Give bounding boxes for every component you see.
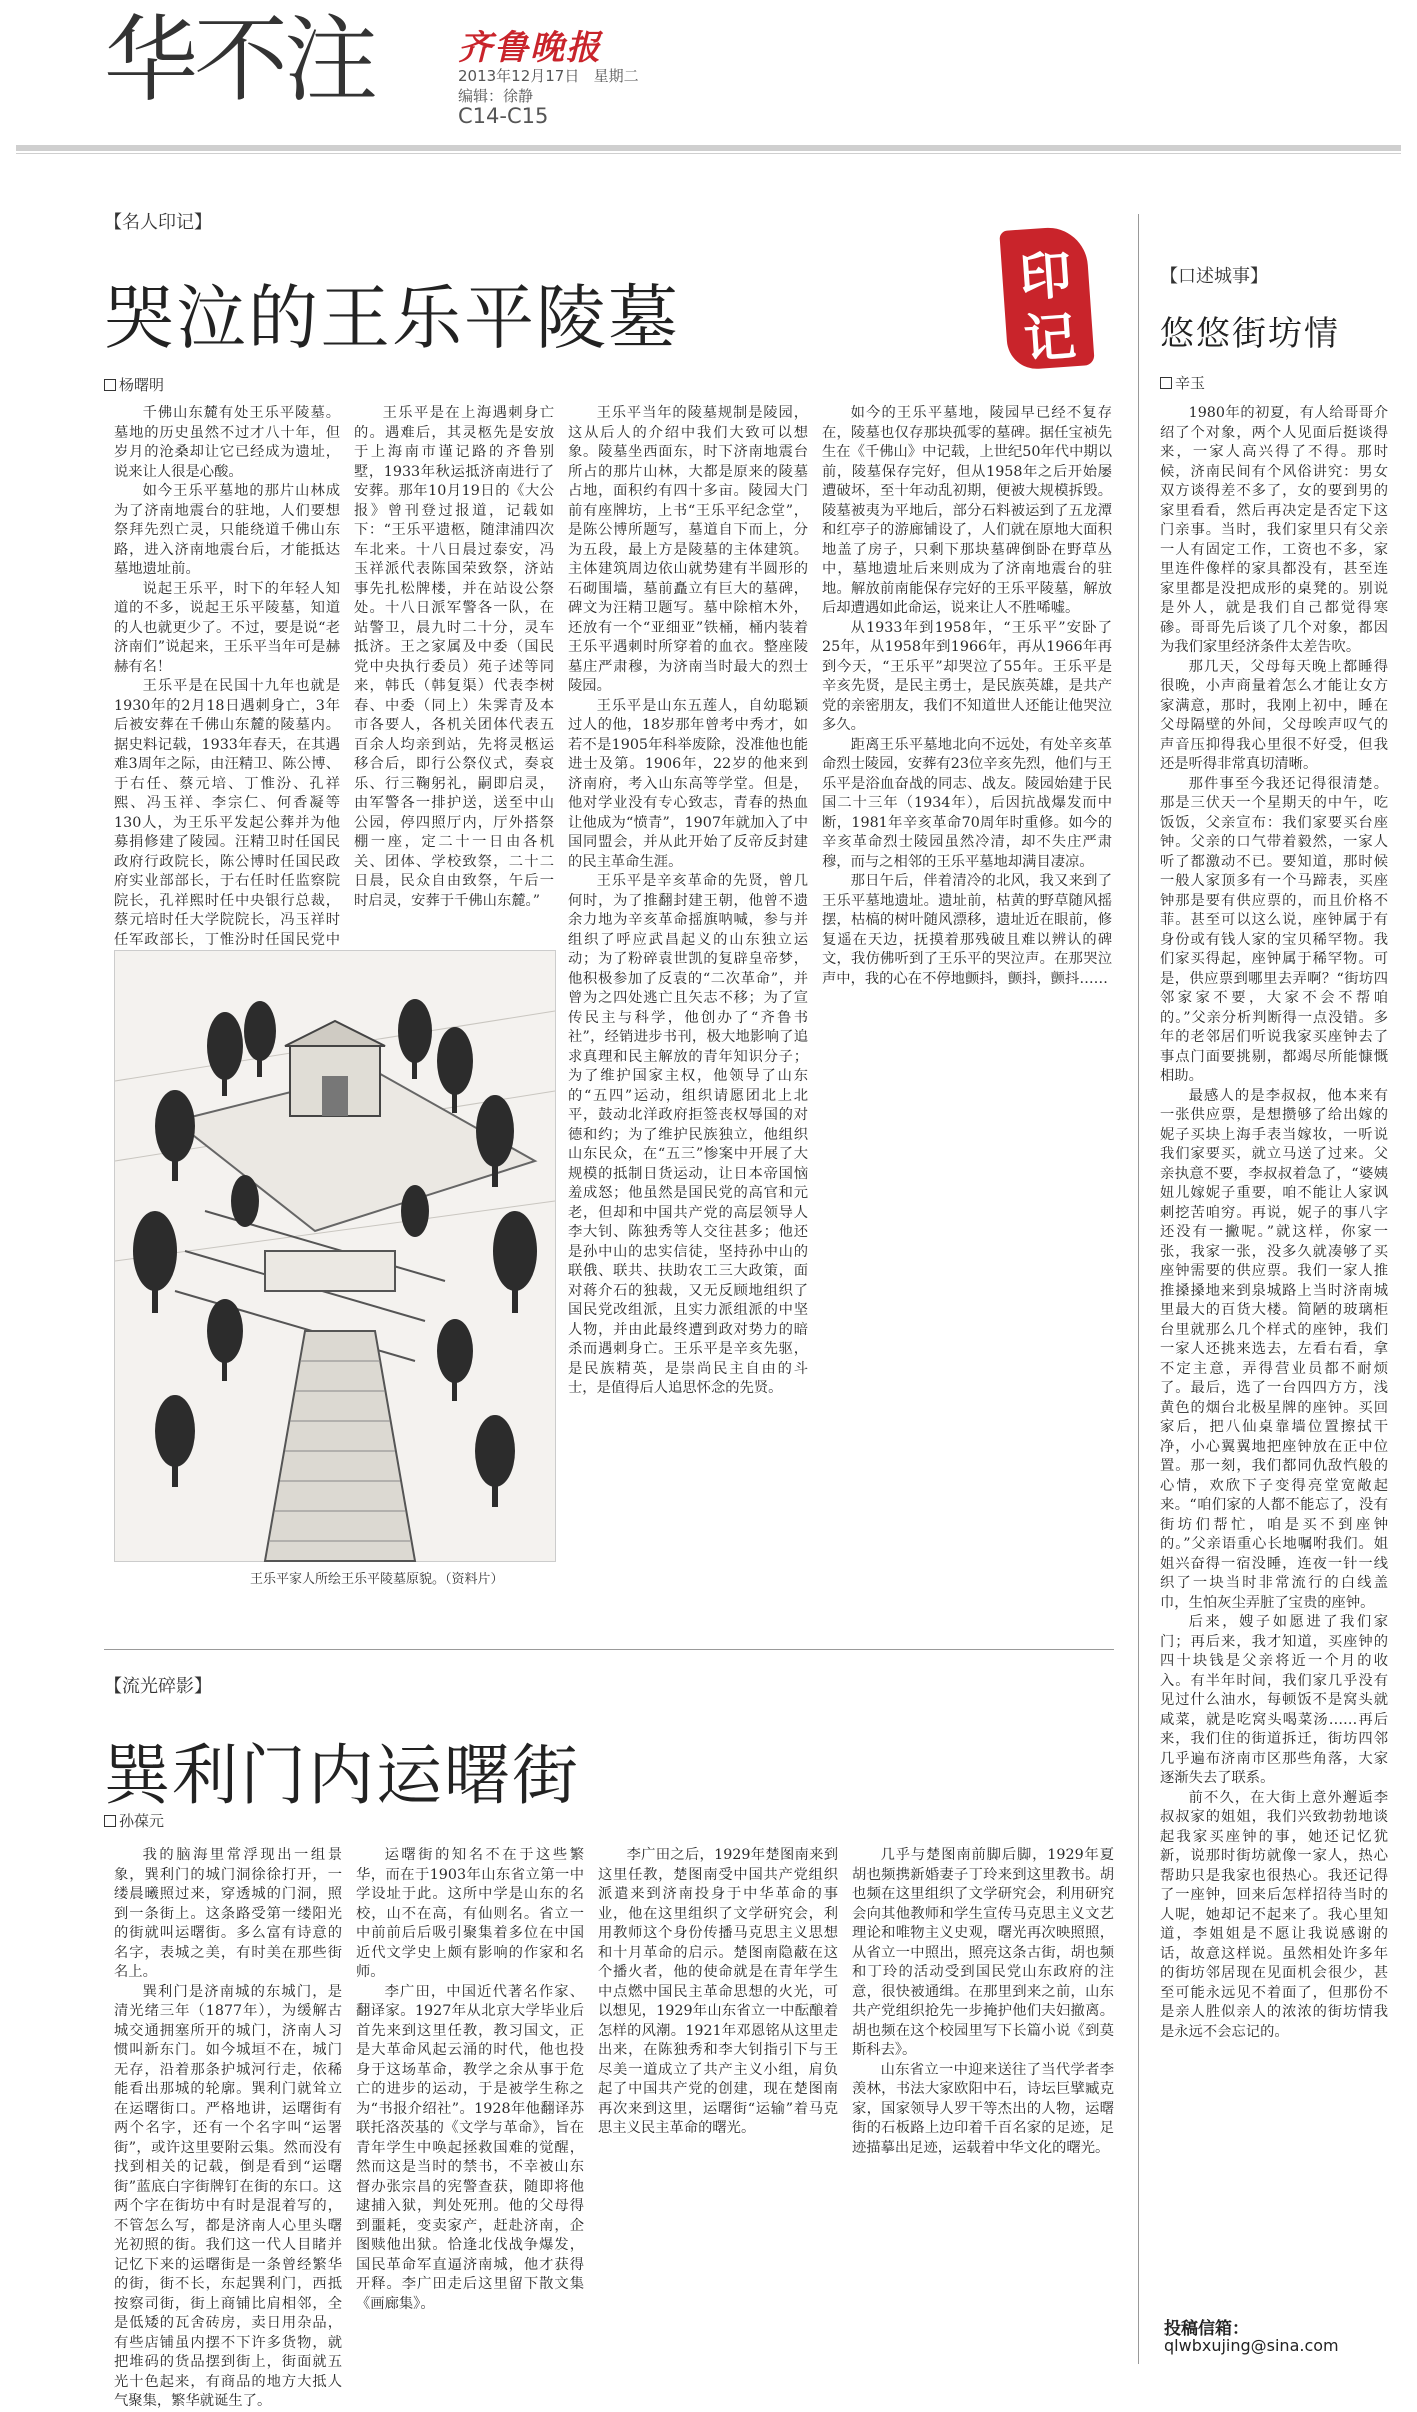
paragraph: 李广田之后，1929年楚图南来到这里任教，楚图南受中国共产党组织派遣来到济南投身于中华革命的事业，他在这里组织了文学研究会，利用教师这个身份传播马克思主义思想和十月革命的启示。楚图南隐蔽在这个播火者，他的使命就是在青年学生中点燃中国民主革命思想的火光，可以想见，1929年山东省立一中酝酿着怎样的风潮。1921年邓恩铭从这里走出来，在陈独秀和李大钊指引下与王尽美一道成立了共产主义小组，肩负起了中国共产党的创建，现在楚图南再次来到这里，运曙街“运输”着马克思主义民主革命的曙光。 <box>598 1847 838 2136</box>
article3-column <box>1160 404 1388 2294</box>
paragraph: 最感人的是李叔叔，他本来有一张供应票，是想攒够了给出嫁的妮子买块上海手表当嫁妆，一听说我们家要买，就立马送了过来。父亲执意不要，李叔叔着急了，“婆姨妞儿嫁妮子重要，咱不能让人家讽刺挖苦咱穷。再说，妮子的事八字还没有一撇呢。”就这样，你家一张，我家一张，没多久就凑够了买座钟需要的供应票。我们一家人推推搡搡地来到泉城路上当时济南城里最大的百货大楼。简陋的玻璃柜台里就那么几个样式的座钟，我们一家人还挑来选去，左看右看，拿不定主意，弄得营业员都不耐烦了。最后，选了一台四四方方，浅黄色的烟台北极星牌的座钟。买回家后，把八仙桌靠墙位置擦拭干净，小心翼翼地把座钟放在正中位置。那一刻，我们都同仇敌忾般的心情，欢欣下子变得亮堂宽敞起来。“咱们家的人都不能忘了，没有街坊们帮忙，咱是买不到座钟的。”父亲语重心长地嘱咐我们。姐姐兴奋得一宿没睡，连夜一针一线织了一块当时非常流行的白线盖巾，生怕灰尘弄脏了宝贵的座钟。 <box>1160 1087 1388 1611</box>
issue-editor: 编辑：徐静 <box>458 87 534 105</box>
paragraph: 如今的王乐平墓地，陵园早已经不复存在，陵墓也仅存那块孤零的墓碑。据任宝祯先生在《千佛山》中记载，上世纪50年代中期以前，陵墓保存完好，但从1958年之后开始屡遭破坏，至十年动乱初期，便被大规模拆毁。陵墓被夷为平地后，部分石料被运到了五龙潭和红亭子的游廊铺设了，人们就在原地大面积地盖了房子，只剩下那块墓碑倒卧在野草丛中，墓地遗址后来则成为了济南地震台的驻地。解放前南能保存完好的王乐平陵墓，解放后却遭遇如此命运，说来让人不胜唏嘘。 <box>822 405 1112 616</box>
paragraph: 巽利门是济南城的东城门，是清光绪三年（1877年），为缓解古城交通拥塞所开的城门，济南人习惯叫新东门。如今城垣不在，城门无存，沿着那条护城河行走，依稀能看出那城的轮廓。巽利门就耸立在运曙街口。严格地讲，运曙街有两个名字，还有一个名字叫“运署街”，或许这里要附云集。然而没有找到相关的记载，倒是看到“运曙街”蓝底白字街牌钉在街的东口。这两个字在街坊中有时是混着写的，不管怎么写，都是济南人心里头曙光初照的街。我们这一代人目睹并记忆下来的运曙街是一条曾经繁华的街，街不长，东起巽利门，西抵按察司街，街上商铺比肩相邻，全是低矮的瓦舍砖房，卖日用杂品，有些店铺虽内摆不下许多货物，就把堆码的货品摆到街上，街面就五光十色起来，有商品的地方大抵人气聚集，繁华就诞生了。 <box>114 1983 342 2409</box>
paragraph: 那件事至今我还记得很清楚。那是三伏天一个星期天的中午，吃饭饭，父亲宣布：我们家要买台座钟。父亲的口气带着毅然，一家人听了都激动不已。要知道，那时候一般人家顶多有一个马蹄表，买座钟那是要有供应票的，而且价格不菲。甚至可以这么说，座钟属于有身份或有钱人家的宝贝稀罕物。我们家买得起，座钟属于稀罕物。可是，供应票到哪里去弄啊？“街坊四邻家家不要，大家不会不帮咱的。”父亲分析判断得一点没错。多年的老邻居们听说我家买座钟去了事点门面要挑剔，都竭尽所能慷慨相助。 <box>1160 775 1388 1084</box>
paragraph: 王乐平是在民国十九年也就是1930年的2月18日遇刺身亡，3年后被安葬在千佛山东麓的陵墓内。据史料记载，1933年春天，在其遇难3周年之际，由汪精卫、陈公博、于右任、蔡元培、丁惟汾、孔祥熙、冯玉祥、李宗仁、何香凝等130人，为王乐平发起公葬并为他募捐修建了陵园。汪精卫时任国民政府行政院长，陈公博时任国民政府实业部部长，于右任时任监察院院长，孔祥熙时任中央银行总裁，蔡元培时任大学院院长，冯玉祥时任军政部长，丁惟汾时任国民党中 <box>114 678 340 948</box>
header-rule <box>16 145 1401 151</box>
seal-char-2: 记 <box>1021 307 1078 371</box>
paragraph: 王乐平是山东五莲人，自幼聪颖过人的他，18岁那年曾考中秀才，如若不是1905年科举废除，没准他也能进士及第。1906年，22岁的他来到济南府，考入山东高等学堂。但是，他对学业没有专心致志，青春的热血让他成为“愤青”，1907年就加入了中国同盟会，并从此开始了反帝反封建的民主革命生涯。 <box>568 697 808 870</box>
article2-column-3 <box>598 1846 838 2366</box>
paragraph: 说起王乐平，时下的年轻人知道的不多，说起王乐平陵墓，知道的人也就更少了。不过，要是说“老济南们”说起来，王乐平当年可是赫赫有名！ <box>114 580 340 675</box>
seal-char-1: 印 <box>1017 245 1074 309</box>
paragraph: 千佛山东麓有处王乐平陵墓。墓地的历史虽然不过才八十年，但岁月的沧桑却让它已经成为遗址，说来让人很是心酸。 <box>114 405 340 480</box>
article1-byline: 杨曙明 <box>104 374 164 395</box>
paragraph: 那几天，父母每天晚上都睡得很晚，小声商量着怎么才能让女方家满意，那时，我刚上初中，睡在父母隔壁的外间，父母唉声叹气的声音压抑得我心里很不好受，但我还是听得非常真切清晰。 <box>1160 658 1388 772</box>
article3-headline: 悠悠街坊情 <box>1160 314 1340 354</box>
paragraph: 几乎与楚图南前脚后脚，1929年夏胡也频携新婚妻子丁玲来到这里教书。胡也频在这里组织了文学研究会，利用研究会向其他教师和学生宣传马克思主义文艺理论和唯物主义史观，曙光再次映照照，从省立一中照出，照亮这条古街，胡也频和丁玲的活动受到国民党山东政府的注意，很快被通缉。在那里到来之前，山东共产党组织抢先一步掩护他们夫妇撤离。胡也频在这个校园里写下长篇小说《到莫斯科去》。 <box>852 1847 1114 2058</box>
paragraph: 从1933年到1958年，“王乐平”安卧了25年，从1958年到1966年，再从1966年再到今天，“王乐平”却哭泣了55年。王乐平是辛亥先贤，是民主勇士，是民族英雄，是共产党的亲密朋友，我们不知道世人还能让他哭泣多久。 <box>822 619 1112 733</box>
issue-meta <box>458 66 639 126</box>
article2-section-tag: 【流光碎影】 <box>104 1676 212 1697</box>
photo-caption: 王乐平家人所绘王乐平陵墓原貌。（资料片） <box>250 1572 504 1587</box>
paragraph: 那日午后，伴着清冷的北风，我又来到了王乐平墓地遗址。遗址前，枯黄的野草随风摇摆，枯槁的树叶随风漂移，遗址近在眼前，修复遥在天边，抚摸着那残破且难以辨认的碑文，我仿佛听到了王乐平的哭泣声。在那哭泣声中，我的心在不停地颤抖，颤抖，颤抖…… <box>822 873 1112 987</box>
paragraph: 我的脑海里常浮现出一组景象，巽利门的城门洞徐徐打开，一缕晨曦照过来，穿透城的门洞，照到一条街上。这条路受第一缕阳光的街就叫运曙街。多么富有诗意的名字，表城之美，有时美在那些街名上。 <box>114 1847 342 1980</box>
article1-column-1 <box>114 404 340 948</box>
article3-section-tag: 【口述城事】 <box>1160 266 1268 287</box>
issue-date: 2013年12月17日 <box>458 67 580 85</box>
page-section-title: 华不注 <box>104 6 375 115</box>
article1-section-tag: 【名人印记】 <box>104 212 212 233</box>
article1-headline: 哭泣的王乐平陵墓 <box>104 277 680 359</box>
paragraph: 王乐平是辛亥革命的先贤，曾几何时，为了推翻封建王朝，他曾不遗余力地为辛亥革命摇旗呐喊，参与并组织了呼应武昌起义的山东独立运动；为了粉碎袁世凯的复辟皇帝梦，他积极参加了反袁的“二次革命”，并曾为之四处逃亡且矢志不移；为了宣传民主与科学，他创办了“齐鲁书社”，经销进步书刊，极大地影响了追求真理和民主解放的青年知识分子；为了维护国家主权，他领导了山东的“五四”运动，组织请愿团北上北平，鼓动北洋政府拒签丧权辱国的对德和约；为了维护民族独立，他组织山东民众，在“五三”惨案中开展了大规模的抵制日货运动，让日本帝国恼羞成怒；他虽然是国民党的高官和元老，但却和中国共产党的高层领导人李大钊、陈独秀等人交往甚多；他还是孙中山的忠实信徒，坚持孙中山的联俄、联共、扶助农工三大政策，面对蒋介石的独裁，又无反顾地组织了国民党改组派，且实力派组派的中坚人物，并由此最终遭到政对势力的暗杀而遇刺身亡。王乐平是辛亥先驱，是民族精英，是崇尚民主自由的斗士，是值得后人追思怀念的先贤。 <box>568 873 808 1396</box>
newspaper-logo: 齐鲁晚报 <box>458 28 602 68</box>
paragraph: 如今王乐平墓地的那片山林成为了济南地震台的驻地，人们要想祭拜先烈亡灵，只能绕道千佛山东路，进入济南地震台后，才能抵达墓地遗址前。 <box>114 483 340 577</box>
page-range: C14-C15 <box>458 104 549 128</box>
issue-weekday: 星期二 <box>593 67 639 85</box>
paragraph: 王乐平是在上海遇刺身亡的。遇难后，其灵柩先是安放于上海南市谨记路的齐鲁别墅，1933年秋运抵济南进行了安葬。那年10月19日的《大公报》曾刊登过报道，记载如下：“王乐平遗柩，随津浦四次车北来。十八日晨过泰安，冯玉祥派代表陈国荣致祭，济站事先扎松牌楼，并在站设公祭处。十八日派军警各一队，在站警卫，晨九时二十分，灵车抵济。王之家属及中委（国民党中央执行委员）苑子述等同来，韩氏（韩复渠）代表李树春、中委（同上）朱霁青及本市各要人，各机关团体代表五百余人均亲到站，先将灵柩运移合后，即行公祭仪式，奏哀乐、行三鞠躬礼，嗣即启灵，由军警各一排护送，送至中山公园，停四照厅内，厅外搭祭棚一座，定二十一日由各机关、团体、学校致祭，二十二日晨，民众自由致祭，午后一时启灵，安葬于千佛山东麓。” <box>354 405 554 909</box>
article1-column-3 <box>568 404 808 1634</box>
tomb-illustration <box>114 950 556 1562</box>
paragraph: 距离王乐平墓地北向不远处，有处辛亥革命烈士陵园，安葬有23位辛亥先烈，他们与王乐平是浴血奋战的同志、战友。陵园始建于民国二十三年（1934年），后因抗战爆发而中断，1981年辛亥革命70周年时重修。如今的辛亥革命烈士陵园虽然冷清，却不失庄严肃穆，而与之相邻的王乐平墓地却满目凄凉。 <box>822 736 1112 870</box>
contribution-email[interactable]: qlwbxujing@sina.com <box>1164 2336 1339 2355</box>
paragraph: 王乐平当年的陵墓规制是陵园，这从后人的介绍中我们大致可以想象。陵墓坐西面东，时下济南地震台所占的那片山林，大都是原来的陵墓占地，面积约有四十多亩。陵园大门前有座牌坊，上书“王乐平纪念堂”，是陈公博所题写，墓道自下而上，分为五段，最上方是陵墓的主体建筑。主体建筑周边依山就势建有半圆形的石砌围墙，墓前矗立有巨大的墓碑，碑文为汪精卫题写。墓中除棺木外，还放有一个“亚细亚”铁桶，桶内装着王乐平遇刺时所穿着的血衣。整座陵墓庄严肃穆，为济南当时最大的烈士陵园。 <box>568 405 808 694</box>
paragraph: 后来，嫂子如愿进了我们家门；再后来，我才知道，买座钟的四十块钱是父亲将近一个月的收入。有半年时间，我们家几乎没有见过什么油水，每顿饭不是窝头就咸菜，就是吃窝头喝菜汤……再后来，我们住的街道拆迁，街坊四邻几乎遍布济南市区那些角落，大家逐渐失去了联系。 <box>1160 1614 1388 1786</box>
header-rule-thin <box>16 153 1401 154</box>
contribution-label: 投稿信箱： <box>1164 2319 1249 2339</box>
paragraph: 李广田，中国近代著名作家、翻译家。1927年从北京大学毕业后首先来到这里任教，教习国文，正是大革命风起云涌的时代，他也投身于这场革命，教学之余从事于危亡的进步的运动，于是被学生称之为“书报介绍社”。1928年他翻译苏联托洛茨基的《文学与革命》，旨在青年学生中唤起拯救国难的觉醒，然而这是当时的禁书，不幸被山东督办张宗昌的宪警查获，随即将他逮捕入狱，判处死刑。他的父母得到噩耗，变卖家产，赶赴济南，企图赎他出狱。恰逢北伐战争爆发，国民革命军直逼济南城，他才获得开释。李广田走后这里留下散文集《画廊集》。 <box>356 1983 584 2312</box>
article2-column-4 <box>852 1846 1114 2366</box>
article3-byline: 辛玉 <box>1160 372 1205 393</box>
paragraph: 运曙街的知名不在于这些繁华，而在于1903年山东省立第一中学设址于此。这所中学是山东的名校，山不在高，有仙则名。省立一中前前后后吸引聚集着多位在中国近代文学史上颇有影响的作家和名师。 <box>356 1847 584 1980</box>
paragraph: 1980年的初夏，有人给哥哥介绍了个对象，两个人见面后挺谈得来，一家人高兴得了不得。那时候，济南民间有个风俗讲究：男女双方谈得差不多了，女的要到男的家里看看，然后再决定是否定下这门亲事。当时，我们家里只有父亲一人有固定工作，工资也不多，家里连件像样的家具都没有，甚至连家里都是没把成形的桌凳的。别说是外人，就是我们自己都觉得寒碜。哥哥先后谈了几个对象，都因为我们家里经济条件太差告吹。 <box>1160 405 1388 655</box>
paragraph: 山东省立一中迎来送往了当代学者李羡林，书法大家欧阳中石，诗坛巨擘臧克家，国家领导人罗干等杰出的人物，运曙街的石板路上边印着千百名家的足迹，足迹描摹出足迹，运载着中华文化的曙光。 <box>852 2061 1114 2156</box>
paragraph: 前不久，在大街上意外邂逅李叔叔家的姐姐，我们兴致勃勃地谈起我家买座钟的事，她还记忆犹新，说那时街坊就像一家人，热心帮助只是我家也很热心。我还记得了一座钟，回来后怎样招待当时的人呢，她却记不起来了。我心里知道，李姐姐是不愿让我说感谢的话，故意这样说。虽然相处许多年的街坊邻居现在见面机会很少，甚至可能永远见不着面了，但那份不是亲人胜似亲人的浓浓的街坊情我是永远不会忘记的。 <box>1160 1789 1388 2040</box>
article2-byline: 孙葆元 <box>104 1810 164 1831</box>
seal-stamp <box>999 225 1095 371</box>
article2-column-2 <box>356 1846 584 2366</box>
column-divider <box>1138 214 1139 2364</box>
article2-headline: 巽利门内运曙街 <box>104 1737 580 1814</box>
article1-column-2 <box>354 404 554 939</box>
article1-column-4 <box>822 404 1112 1634</box>
section-divider <box>104 1649 1114 1650</box>
article2-column-1 <box>114 1846 342 2409</box>
